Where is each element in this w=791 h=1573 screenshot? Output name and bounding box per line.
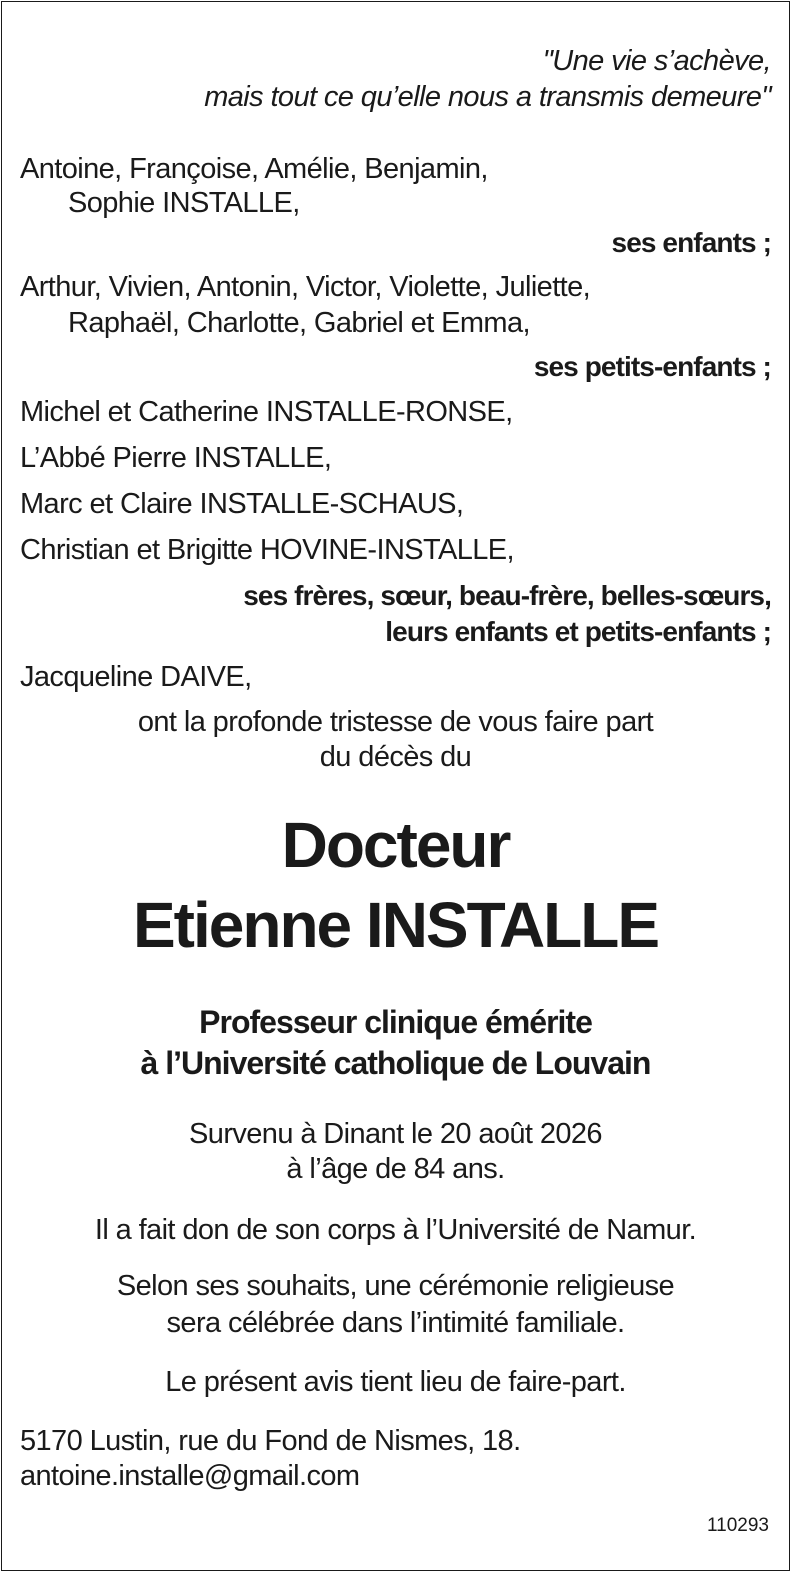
grandchildren-names-line-1: Arthur, Vivien, Antonin, Victor, Violette, Juliette, xyxy=(20,271,591,303)
siblings-role-line-1: ses frères, sœur, beau-frère, belles-sœurs, xyxy=(243,580,771,611)
announcement-line-2: du décès du xyxy=(319,741,472,773)
sibling-3: Marc et Claire INSTALLE-SCHAUS, xyxy=(20,488,464,520)
children-names-line-1: Antoine, Françoise, Amélie, Benjamin, xyxy=(20,153,488,185)
body-donation: Il a fait don de son corps à l’Université de Namur. xyxy=(94,1214,697,1246)
deceased-title: Docteur xyxy=(281,809,510,881)
children-role: ses enfants ; xyxy=(611,227,771,258)
notice-statement: Le présent avis tient lieu de faire-part. xyxy=(165,1366,626,1398)
death-details-line-2: à l’âge de 84 ans. xyxy=(286,1153,505,1185)
grandchildren-names-line-2: Raphaël, Charlotte, Gabriel et Emma, xyxy=(68,307,530,339)
epigraph-line-2: mais tout ce qu’elle nous a transmis demeure" xyxy=(204,81,771,113)
sibling-4: Christian et Brigitte HOVINE-INSTALLE, xyxy=(20,534,514,566)
position-line-1: Professeur clinique émérite xyxy=(199,1004,592,1040)
partner-name: Jacqueline DAIVE, xyxy=(20,661,252,693)
siblings-role-line-2: leurs enfants et petits-enfants ; xyxy=(385,616,771,647)
ceremony-line-2: sera célébrée dans l’intimité familiale. xyxy=(166,1307,625,1339)
children-names-line-2: Sophie INSTALLE, xyxy=(68,187,300,219)
epigraph-line-1: "Une vie s’achève, xyxy=(542,45,771,77)
grandchildren-role: ses petits-enfants ; xyxy=(533,351,771,382)
sibling-1: Michel et Catherine INSTALLE-RONSE, xyxy=(20,396,513,428)
death-details-line-1: Survenu à Dinant le 20 août 2026 xyxy=(189,1118,602,1150)
contact-address: 5170 Lustin, rue du Fond de Nismes, 18. xyxy=(20,1425,521,1457)
contact-email: antoine.installe@gmail.com xyxy=(20,1460,360,1492)
announcement-line-1: ont la profonde tristesse de vous faire part xyxy=(137,706,654,738)
deceased-name: Etienne INSTALLE xyxy=(132,889,659,961)
obituary-notice xyxy=(1,1,790,1571)
ceremony-line-1: Selon ses souhaits, une cérémonie religieuse xyxy=(116,1270,675,1302)
sibling-2: L’Abbé Pierre INSTALLE, xyxy=(20,442,332,474)
position-line-2: à l’Université catholique de Louvain xyxy=(140,1045,651,1081)
reference-number: 110293 xyxy=(707,1515,769,1536)
